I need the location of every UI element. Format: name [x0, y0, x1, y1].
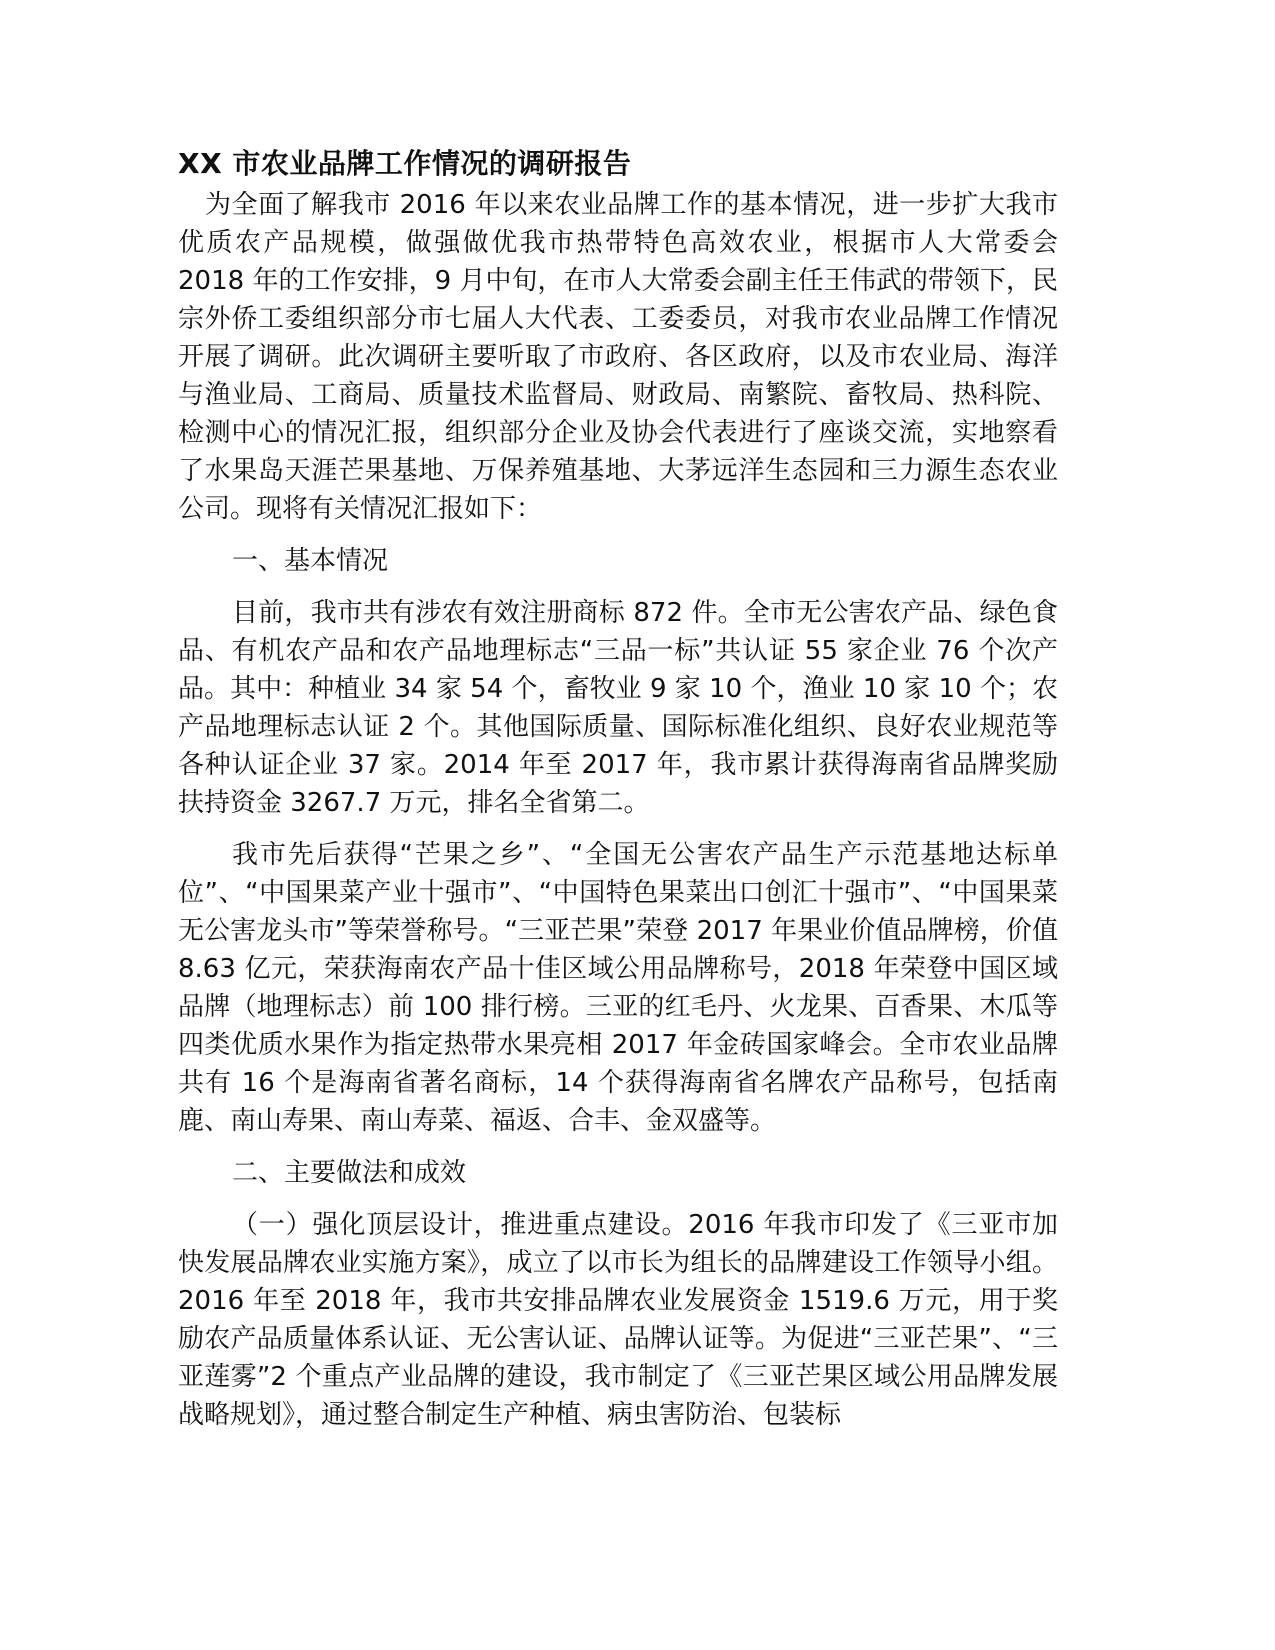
section-heading-basic-situation: 一、基本情况: [232, 546, 389, 576]
intro-paragraph: 为全面了解我市 2016 年以来农业品牌工作的基本情况，进一步扩大我市优质农产品规模，做强做优我市热带特色高效农业，根据市人大常委会 2018 年的工作安排，9 月中旬，在市人大常委会副主任王伟武的带领下，民宗外侨工委组织部分市七届人大代表、工委委员，对我市农业品牌工作情况开展了调研。此次调研主要听取了市政府、各区政府，以及市农业局、海洋与渔业局、工商局、质量技术监督局、财政局、南繁院、畜牧局、热科院、检测中心的情况汇报，组织部分企业及协会代表进行了座谈交流，实地察看了水果岛天涯芒果基地、万保养殖基地、大茅远洋生态园和三力源生态农业公司。现将有关情况汇报如下：: [178, 190, 1058, 524]
document-title: XX 市农业品牌工作情况的调研报告: [178, 147, 632, 180]
section2-paragraph-1: （一）强化顶层设计，推进重点建设。2016 年我市印发了《三亚市加快发展品牌农业实施方案》，成立了以市长为组长的品牌建设工作领导小组。2016 年至 2018 年，我市共安排品牌农业发展资金 1519.6 万元，用于奖励农产品质量体系认证、无公害认证、品牌认证等。为促进“三亚芒果”、“三亚莲雾”2 个重点产业品牌的建设，我市制定了《三亚芒果区域公用品牌发展战略规划》，通过整合制定生产种植、病虫害防治、包装标: [178, 1210, 1058, 1430]
section1-paragraph-1: 目前，我市共有涉农有效注册商标 872 件。全市无公害农产品、绿色食品、有机农产品和农产品地理标志“三品一标”共认证 55 家企业 76 个次产品。其中：种植业 34 家 54 个，畜牧业 9 家 10 个，渔业 10 家 10 个；农产品地理标志认证 2 个。其他国际质量、国际标准化组织、良好农业规范等各种认证企业 37 家。2014 年至 2017 年，我市累计获得海南省品牌奖励扶持资金 3267.7 万元，排名全省第二。: [178, 598, 1058, 818]
section-heading-main-practices: 二、主要做法和成效: [232, 1158, 467, 1188]
document-page: [178, 142, 1058, 1434]
section1-paragraph-2: 我市先后获得“芒果之乡”、“全国无公害农产品生产示范基地达标单位”、“中国果菜产业十强市”、“中国特色果菜出口创汇十强市”、“中国果菜无公害龙头市”等荣誉称号。“三亚芒果”荣登 2017 年果业价值品牌榜，价值 8.63 亿元，荣获海南农产品十佳区域公用品牌称号，2018 年荣登中国区域品牌（地理标志）前 100 排行榜。三亚的红毛丹、火龙果、百香果、木瓜等四类优质水果作为指定热带水果亮相 2017 年金砖国家峰会。全市农业品牌共有 16 个是海南省著名商标，14 个获得海南省名牌农产品称号，包括南鹿、南山寿果、南山寿菜、福返、合丰、金双盛等。: [178, 840, 1058, 1136]
